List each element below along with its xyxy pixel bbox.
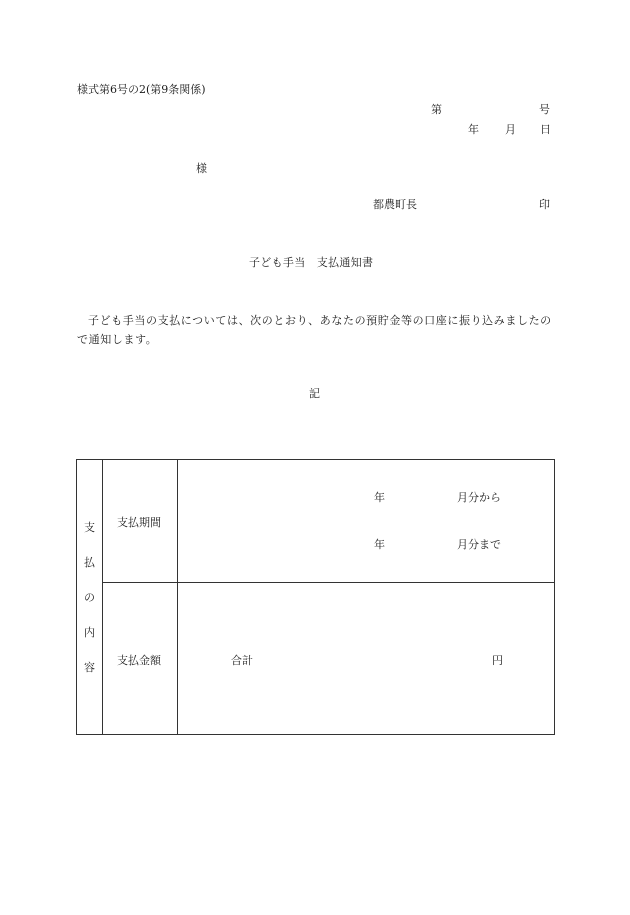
side-heading [77,460,102,734]
date-day-label: 日 [540,123,551,136]
document-title: 子ども手当 支払通知書 [249,256,374,269]
period-from-month: 月分から [457,491,501,504]
document-number-suffix: 号 [539,103,550,116]
form-number: 様式第6号の2(第9条関係) [77,83,206,96]
table-divider-vertical-1 [102,460,103,734]
side-heading-char: 払 [84,555,95,569]
side-heading-char: の [84,590,95,604]
payment-amount-label: 支払金額 [117,654,161,667]
side-heading-char: 支 [84,520,95,534]
period-from-year: 年 [374,491,385,504]
body-text: 子ども手当の支払については、次のとおり、あなたの預貯金等の口座に振り込みましたので通知します。 [77,314,552,346]
ki-mark: 記 [309,387,320,400]
payment-period-label: 支払期間 [117,516,161,529]
period-to-month: 月分まで [457,538,501,551]
date-year-label: 年 [468,123,479,136]
sender-title: 都農町長 [373,198,417,211]
side-heading-char: 容 [84,660,95,674]
side-heading-char: 内 [84,625,95,639]
addressee-honorific: 様 [196,162,207,175]
date-month-label: 月 [505,123,516,136]
period-to-year: 年 [374,538,385,551]
amount-yen-unit: 円 [492,654,503,667]
table-divider-vertical-2 [177,460,178,734]
document-number-prefix: 第 [431,103,442,116]
table-divider-horizontal [102,582,554,583]
seal-mark: 印 [539,198,550,211]
payment-details-table [76,459,555,735]
amount-total-label: 合計 [231,654,253,667]
